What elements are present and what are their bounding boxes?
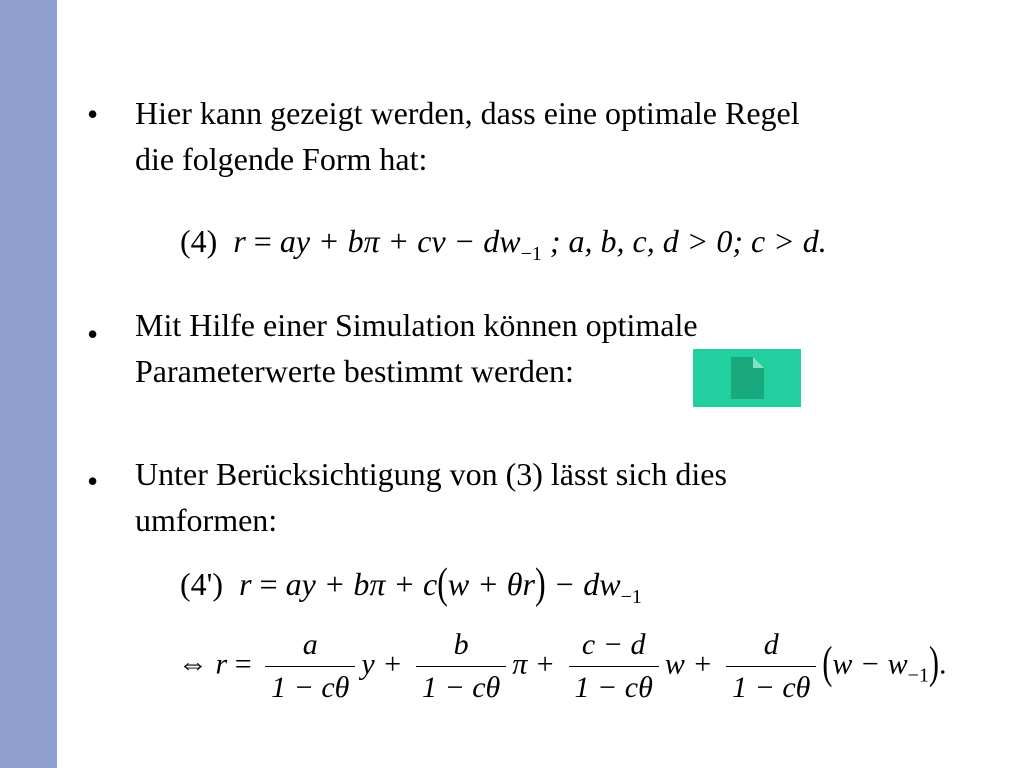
eq4p-open-paren: (: [437, 558, 448, 608]
eq4-label: (4): [180, 223, 218, 259]
eq5-subscript: −1: [907, 664, 929, 687]
eq4p-inner: w + θr: [447, 566, 535, 602]
bullet-3-text: [135, 451, 975, 543]
eq5-term-2: π +: [512, 647, 556, 681]
eq5-equivalence-arrow: ⇔: [178, 647, 208, 681]
equation-4: [180, 223, 827, 265]
fraction-4-denominator: 1 − cθ: [732, 671, 811, 704]
eq4p-lhs: r: [239, 566, 252, 602]
fraction-3: [569, 630, 659, 703]
bullet-3-line-2: umformen:: [135, 502, 278, 538]
bullet-2-line-2: Parameterwerte bestimmt werden:: [135, 353, 574, 389]
bullet-1-line-1: Hier kann gezeigt werden, dass eine optimale Regel: [135, 95, 800, 131]
bullet-2-marker: •: [87, 316, 99, 352]
bullet-2-line-1: Mit Hilfe einer Simulation können optimale: [135, 307, 698, 343]
fraction-3-denominator: 1 − cθ: [574, 671, 653, 704]
eq5-term-3: w +: [664, 647, 713, 681]
bullet-3-marker: •: [87, 463, 99, 499]
fraction-1-denominator: 1 − cθ: [271, 671, 350, 704]
eq5-close-paren: ): [928, 638, 939, 689]
eq4-equals: =: [253, 223, 272, 259]
fraction-2-denominator: 1 − cθ: [421, 671, 501, 704]
eq4-lhs: r: [233, 223, 246, 259]
eq5-open-paren: (: [822, 638, 833, 689]
bullet-2-text: [135, 302, 975, 394]
bullet-3-line-1: Unter Berücksichtigung von (3) lässt sich dies: [135, 456, 727, 492]
eq5-equals: =: [234, 647, 252, 681]
eq5-inner: w − w: [832, 647, 908, 681]
bullet-1-marker: •: [87, 96, 99, 132]
fraction-4: [726, 630, 816, 703]
fraction-1: [265, 630, 355, 703]
eq5-period: .: [938, 647, 947, 681]
eq5-term-1: y +: [361, 647, 403, 681]
embedded-object[interactable]: [693, 349, 801, 407]
eq4p-pre: ay + bπ + c: [285, 566, 438, 602]
document-icon: [731, 357, 764, 399]
eq4-tail: ; a, b, c, d > 0; c > d.: [549, 223, 827, 259]
fraction-3-numerator: c − d: [569, 630, 659, 667]
eq4p-post: − dw: [545, 566, 621, 602]
fraction-1-numerator: a: [265, 630, 355, 667]
fraction-2: [416, 630, 506, 703]
eq5-lhs: r: [215, 647, 228, 681]
equation-4-prime: [180, 558, 642, 608]
eq4p-close-paren: ): [534, 558, 546, 608]
eq4p-equals: =: [259, 566, 278, 602]
equation-expanded: [178, 630, 946, 703]
eq4p-subscript: −1: [620, 586, 642, 608]
fraction-2-numerator: b: [416, 630, 506, 667]
eq4-subscript: −1: [520, 243, 542, 265]
fraction-4-numerator: d: [726, 630, 816, 667]
eq4p-label: (4'): [180, 566, 224, 602]
bullet-1-text: [135, 90, 975, 182]
bullet-1-line-2: die folgende Form hat:: [135, 141, 428, 177]
eq4-body: ay + bπ + cν − dw: [279, 223, 521, 259]
